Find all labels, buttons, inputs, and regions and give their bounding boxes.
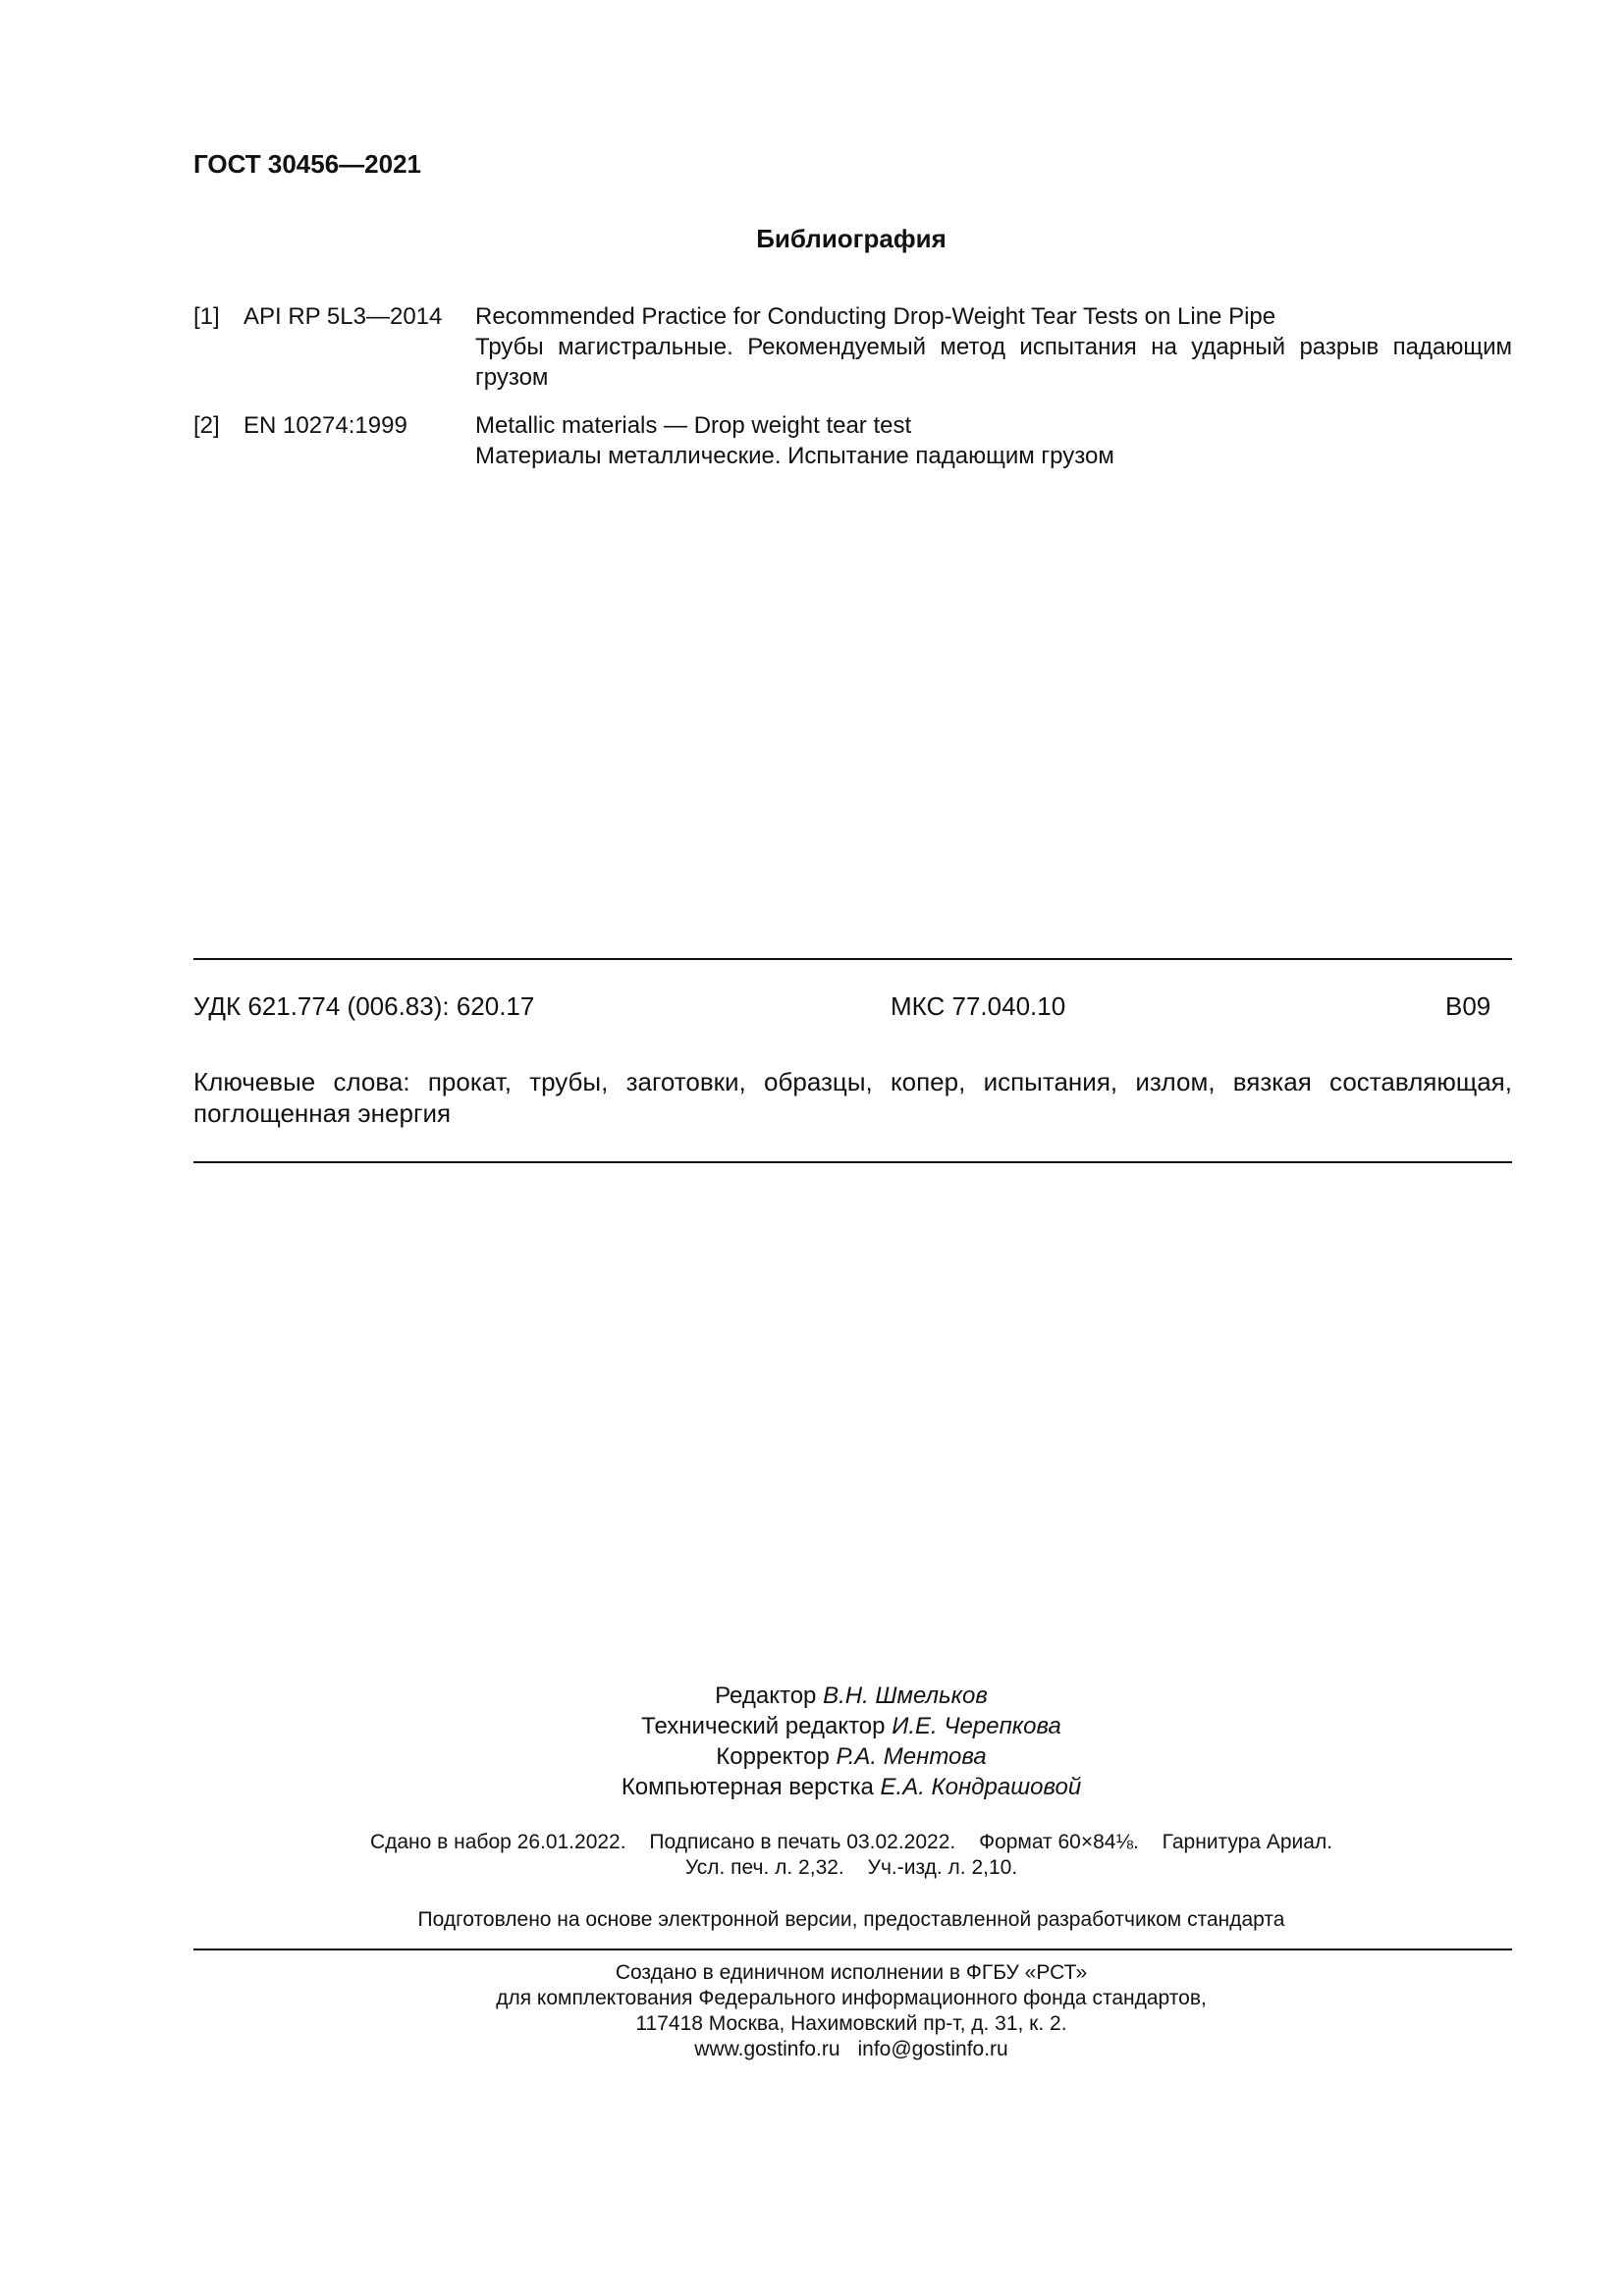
print-typeface: Гарнитура Ариал. [1162, 1831, 1333, 1853]
publisher-info [0, 1960, 1624, 2062]
credit-person: В.Н. Шмельков [823, 1682, 988, 1709]
entry-title-ru: Трубы магистральные. Рекомендуемый метод испытания на ударный разрыв падающим грузом [475, 334, 1512, 391]
keywords [193, 1066, 1512, 1129]
publisher-line-2: для комплектования Федерального информационного фонда стандартов, [496, 1987, 1207, 2009]
keywords-line-2: поглощенная энергия [193, 1098, 452, 1128]
credit-layout [0, 1772, 1624, 1802]
entry-code: EN 10274:1999 [244, 412, 407, 439]
standard-number: ГОСТ 30456—2021 [193, 149, 421, 179]
entry-number: [2] [193, 412, 220, 439]
prepared-note: Подготовлено на основе электронной версии, предоставленной разработчиком стандарта [417, 1908, 1285, 1931]
credit-person: И.Е. Черепкова [892, 1713, 1061, 1739]
entry-code: API RP 5L3—2014 [244, 303, 443, 330]
entry-title-ru: Материалы металлические. Испытание падающим грузом [475, 443, 1114, 469]
publisher-line-1: Создано в единичном исполнении в ФГБУ «РСТ» [615, 1961, 1088, 1984]
credit-label: Корректор [716, 1743, 830, 1770]
credit-person: Р.А. Ментова [836, 1743, 987, 1770]
credit-label: Редактор [715, 1682, 817, 1709]
credit-label: Компьютерная верстка [621, 1774, 874, 1800]
divider-top [193, 958, 1512, 960]
print-info [0, 1830, 1624, 1881]
credit-corrector [0, 1741, 1624, 1772]
credit-label: Технический редактор [641, 1713, 886, 1739]
website-link[interactable]: www.gostinfo.ru [694, 2038, 840, 2060]
print-format: Формат 60×84⅛. [979, 1831, 1139, 1853]
publisher-address: 117418 Москва, Нахимовский пр-т, д. 31, к. 2. [635, 2012, 1067, 2035]
print-signed: Подписано в печать 03.02.2022. [649, 1831, 956, 1853]
okstu-code: B09 [1445, 991, 1491, 1021]
entry-number: [1] [193, 303, 220, 330]
divider-bottom [193, 1949, 1512, 1950]
bibliography-entry [193, 301, 1512, 393]
credit-person: Е.А. Кондрашовой [880, 1774, 1082, 1800]
credit-editor [0, 1681, 1624, 1711]
divider-middle [193, 1161, 1512, 1163]
udk-code: УДК 621.774 (006.83): 620.17 [193, 991, 535, 1021]
email-link[interactable]: info@gostinfo.ru [857, 2038, 1008, 2060]
keywords-line-1: Ключевые слова: прокат, трубы, заготовки, образцы, копер, испытания, излом, вязкая составляющая, [193, 1067, 1512, 1096]
bibliography-entry [193, 410, 1512, 471]
credits-block [0, 1681, 1624, 1802]
entry-title-en: Metallic materials — Drop weight tear test [475, 412, 912, 439]
print-submitted: Сдано в набор 26.01.2022. [369, 1831, 626, 1853]
mks-code: МКС 77.040.10 [891, 991, 1066, 1021]
entry-title-en: Recommended Practice for Conducting Drop-Weight Tear Tests on Line Pipe [475, 303, 1276, 330]
print-pub-sheets: Уч.-изд. л. 2,10. [867, 1856, 1018, 1879]
print-sheets: Усл. печ. л. 2,32. [684, 1856, 844, 1879]
credit-tech-editor [0, 1711, 1624, 1741]
bibliography-title: Библиография [756, 224, 947, 253]
